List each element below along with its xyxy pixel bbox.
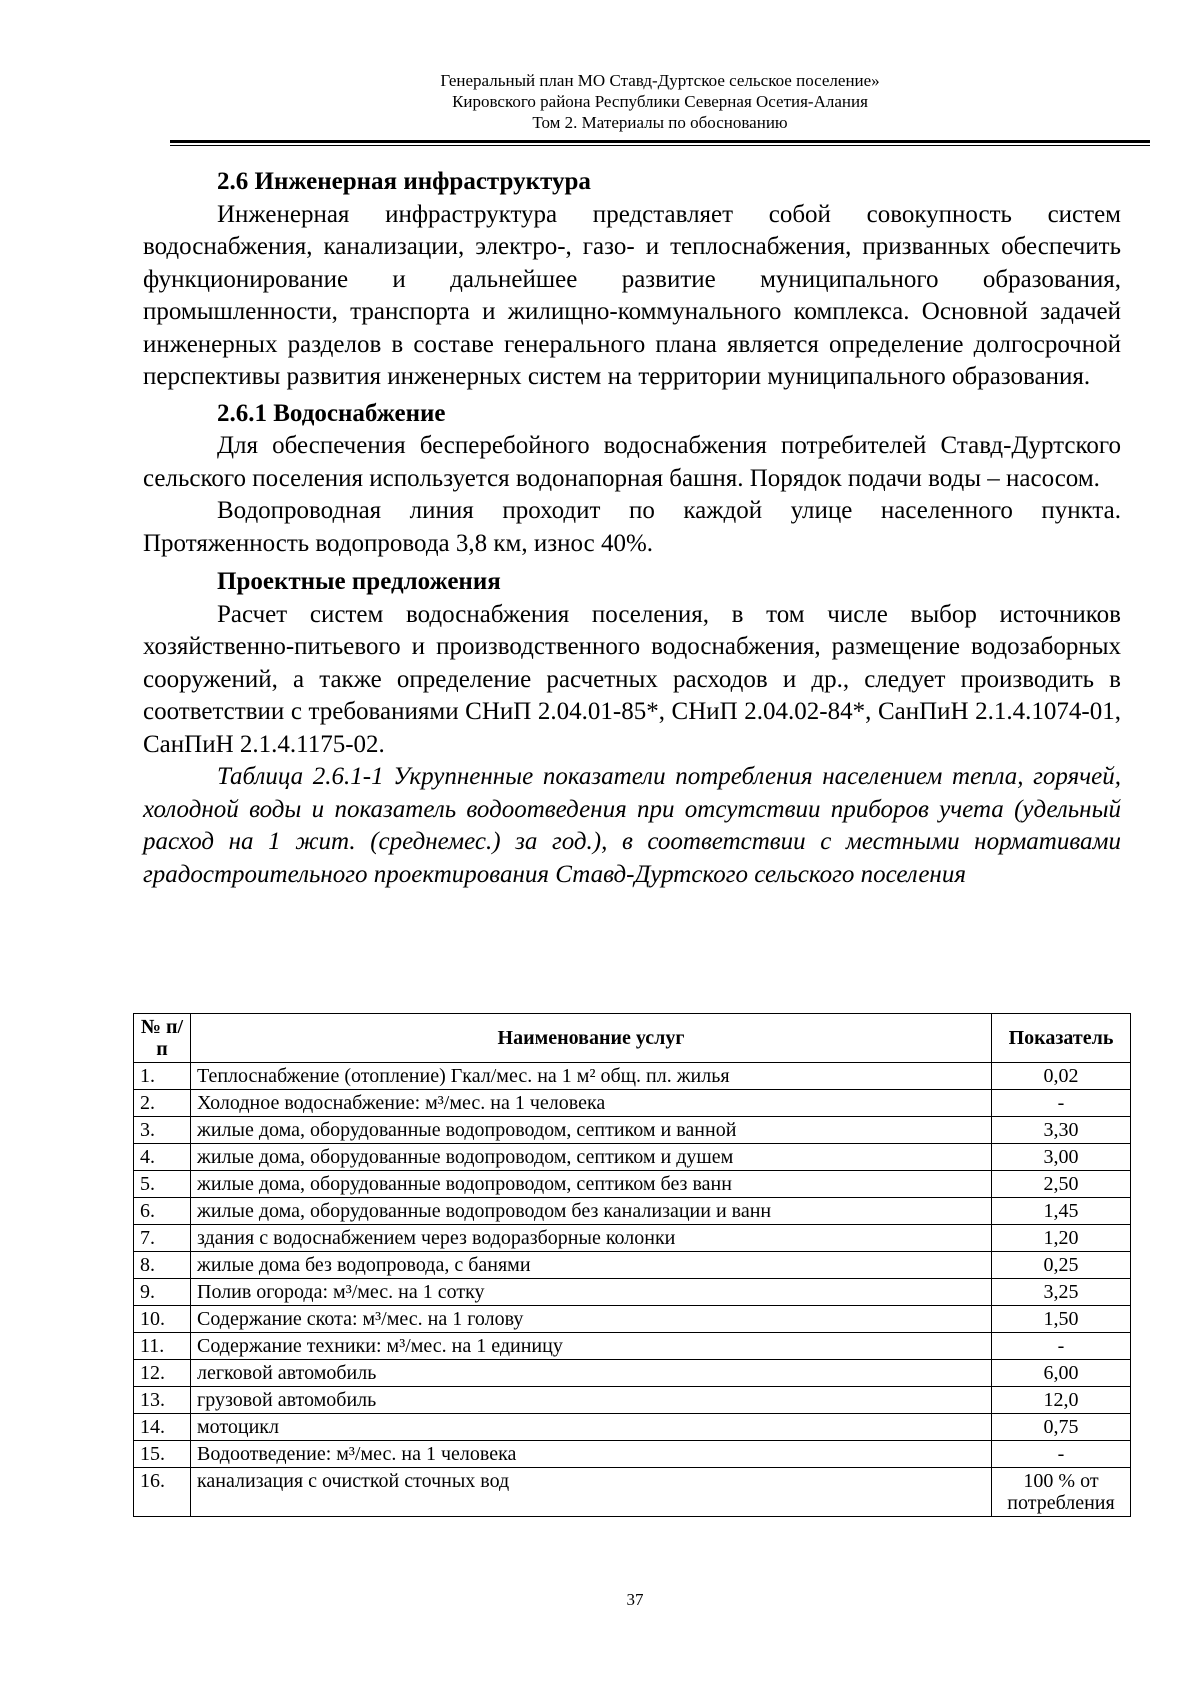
table-header-row — [134, 1014, 1131, 1063]
table-row — [134, 1279, 1131, 1306]
header-line-3: Том 2. Материалы по обоснованию — [532, 113, 788, 132]
row-name: Содержание техники: м³/мес. на 1 единицу — [191, 1333, 992, 1360]
row-name: жилые дома, оборудованные водопроводом, септиком и душем — [191, 1144, 992, 1171]
row-value: - — [992, 1090, 1131, 1117]
row-value: 1,50 — [992, 1306, 1131, 1333]
row-num: 6. — [134, 1198, 191, 1225]
row-value: 100 % от потребления — [992, 1468, 1131, 1517]
row-name: Содержание скота: м³/мес. на 1 голову — [191, 1306, 992, 1333]
row-name: легковой автомобиль — [191, 1360, 992, 1387]
header-line-1: Генеральный план МО Ставд-Дуртское сельское поселение» — [440, 71, 880, 90]
row-name: мотоцикл — [191, 1414, 992, 1441]
row-name: канализация с очисткой сточных вод — [191, 1468, 992, 1517]
table-row — [134, 1225, 1131, 1252]
table-body — [134, 1063, 1131, 1517]
table-row — [134, 1090, 1131, 1117]
row-value: - — [992, 1333, 1131, 1360]
row-num: 14. — [134, 1414, 191, 1441]
table-row — [134, 1387, 1131, 1414]
table-row — [134, 1306, 1131, 1333]
table-row — [134, 1333, 1131, 1360]
row-num: 9. — [134, 1279, 191, 1306]
header-line-2: Кировского района Республики Северная Осетия-Алания — [452, 92, 868, 111]
table-row — [134, 1468, 1131, 1517]
row-num: 12. — [134, 1360, 191, 1387]
subsection-paragraph-1: Для обеспечения бесперебойного водоснабжения потребителей Ставд-Дуртского сельского поселения используется водонапорная башня. Порядок подачи воды – насосом. — [143, 432, 1121, 492]
row-num: 3. — [134, 1117, 191, 1144]
subsection-paragraph-2: Водопроводная линия проходит по каждой улице населенного пункта. Протяженность водопровода 3,8 км, износ 40%. — [143, 497, 1121, 557]
row-value: 0,25 — [992, 1252, 1131, 1279]
row-num: 10. — [134, 1306, 191, 1333]
page-header — [170, 70, 1150, 133]
section-paragraph: Инженерная инфраструктура представляет собой совокупность систем водоснабжения, канализации, электро-, газо- и теплоснабжения, призванных обеспечить функционирование и дальнейшее развитие муниципального образования, промышленности, транспорта и жилищно-коммунального комплекса. Основной задачей инженерных разделов в составе генерального плана является определение долгосрочной перспективы развития инженерных систем на территории муниципального образования. — [143, 200, 1121, 390]
row-value: 3,00 — [992, 1144, 1131, 1171]
subsection-title: 2.6.1 Водоснабжение — [217, 399, 446, 427]
row-name: жилые дома, оборудованные водопроводом без канализации и ванн — [191, 1198, 992, 1225]
table-row — [134, 1414, 1131, 1441]
table-row — [134, 1198, 1131, 1225]
row-name: Холодное водоснабжение: м³/мес. на 1 человека — [191, 1090, 992, 1117]
proposals-paragraph: Расчет систем водоснабжения поселения, в том числе выбор источников хозяйственно-питьевого и производственного водоснабжения, размещение водозаборных сооружений, а также определение расчетных расходов и др., следует производить в соответствии с требованиями СНиП 2.04.01-85*, СНиП 2.04.02-84*, СанПиН 2.1.4.1074-01, СанПиН 2.1.4.1175-02. — [143, 600, 1121, 758]
services-table — [133, 1013, 1131, 1517]
section-title: 2.6 Инженерная инфраструктура — [217, 168, 591, 195]
row-num: 5. — [134, 1171, 191, 1198]
row-name: Водоотведение: м³/мес. на 1 человека — [191, 1441, 992, 1468]
page-number: 37 — [626, 1590, 644, 1609]
row-num: 2. — [134, 1090, 191, 1117]
row-num: 4. — [134, 1144, 191, 1171]
row-name: жилые дома без водопровода, с банями — [191, 1252, 992, 1279]
row-value: 1,45 — [992, 1198, 1131, 1225]
table-row — [134, 1144, 1131, 1171]
document-body — [143, 166, 1121, 891]
header-num: № п/п — [134, 1014, 191, 1063]
table-row — [134, 1171, 1131, 1198]
row-value: - — [992, 1441, 1131, 1468]
row-name: здания с водоснабжением через водоразборные колонки — [191, 1225, 992, 1252]
table-row — [134, 1063, 1131, 1090]
row-value: 3,25 — [992, 1279, 1131, 1306]
row-num: 11. — [134, 1333, 191, 1360]
table-row — [134, 1252, 1131, 1279]
header-rule-thick — [170, 140, 1150, 143]
proposals-title: Проектные предложения — [217, 568, 501, 595]
table-caption: Таблица 2.6.1-1 Укрупненные показатели потребления населением тепла, горячей, холодной воды и показатель водоотведения при отсутствии приборов учета (удельный расход на 1 жит. (среднемес.) за год.), в соответствии с местными нормативами градостроительного проектирования Ставд-Дуртского сельского поселения — [143, 763, 1121, 888]
row-num: 16. — [134, 1468, 191, 1517]
row-name: Полив огорода: м³/мес. на 1 сотку — [191, 1279, 992, 1306]
row-name: жилые дома, оборудованные водопроводом, септиком и ванной — [191, 1117, 992, 1144]
row-num: 15. — [134, 1441, 191, 1468]
row-value: 0,75 — [992, 1414, 1131, 1441]
row-value: 6,00 — [992, 1360, 1131, 1387]
row-value: 0,02 — [992, 1063, 1131, 1090]
row-name: жилые дома, оборудованные водопроводом, септиком без ванн — [191, 1171, 992, 1198]
table-row — [134, 1441, 1131, 1468]
table-row — [134, 1360, 1131, 1387]
header-name: Наименование услуг — [191, 1014, 992, 1063]
row-name: Теплоснабжение (отопление) Гкал/мес. на 1 м² общ. пл. жилья — [191, 1063, 992, 1090]
header-rule-thin — [170, 145, 1150, 146]
row-value: 2,50 — [992, 1171, 1131, 1198]
row-num: 7. — [134, 1225, 191, 1252]
row-value: 12,0 — [992, 1387, 1131, 1414]
row-name: грузовой автомобиль — [191, 1387, 992, 1414]
row-value: 1,20 — [992, 1225, 1131, 1252]
header-value: Показатель — [992, 1014, 1131, 1063]
row-num: 13. — [134, 1387, 191, 1414]
row-value: 3,30 — [992, 1117, 1131, 1144]
row-num: 1. — [134, 1063, 191, 1090]
row-num: 8. — [134, 1252, 191, 1279]
table-row — [134, 1117, 1131, 1144]
